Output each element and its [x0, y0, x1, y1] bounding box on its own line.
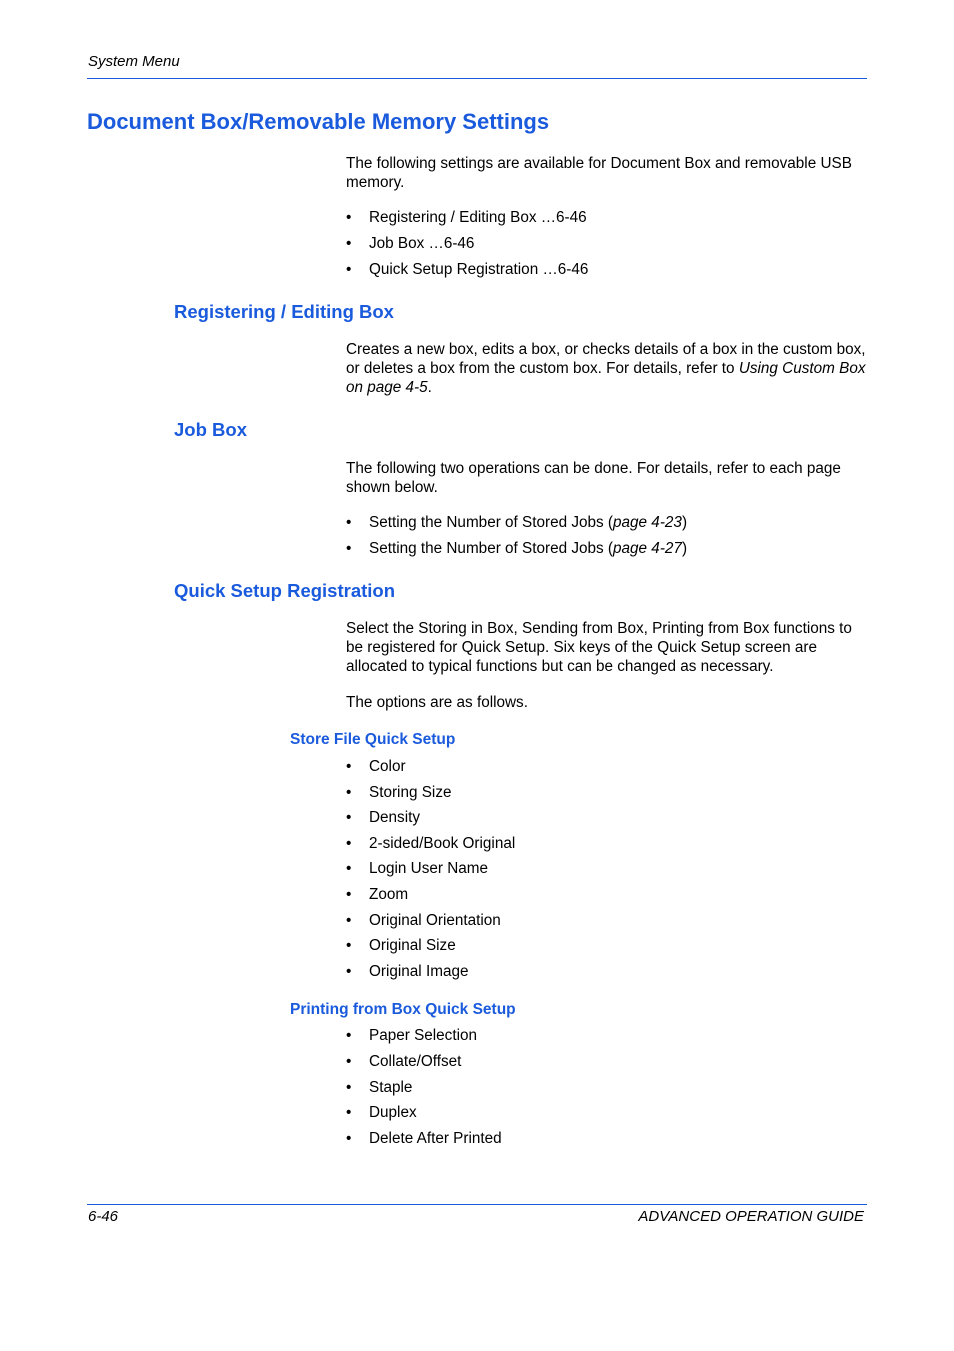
printing-list: [346, 1026, 868, 1148]
list-item: • Duplex: [346, 1104, 417, 1122]
list-item: • Original Orientation: [346, 911, 501, 929]
bullet: •: [346, 1078, 352, 1096]
cross-reference: page 4-23: [613, 514, 682, 531]
bullet: •: [346, 860, 352, 878]
section-heading-registering: Registering / Editing Box: [174, 301, 394, 322]
bullet: •: [346, 1104, 352, 1122]
cross-reference: page 4-27: [613, 540, 682, 557]
list-item: • 2-sided/Book Original: [346, 834, 516, 852]
bullet: •: [346, 834, 352, 852]
header-rule: [87, 78, 867, 79]
bullet: •: [346, 937, 352, 955]
bullet: •: [346, 540, 352, 557]
bullet: •: [346, 1027, 352, 1044]
bullet: •: [346, 235, 352, 252]
subheading-store-file: Store File Quick Setup: [290, 731, 456, 748]
bullet: •: [346, 209, 352, 226]
list-item: • Delete After Printed: [346, 1130, 502, 1148]
bullet: •: [346, 1130, 352, 1148]
guide-title: ADVANCED OPERATION GUIDE: [638, 1208, 864, 1225]
list-item: • Quick Setup Registration …6-46: [346, 261, 589, 278]
list-item: • Density: [346, 809, 421, 827]
section-heading-quick-setup: Quick Setup Registration: [174, 580, 396, 601]
bullet: •: [346, 514, 352, 531]
list-item: • Staple: [346, 1078, 413, 1096]
registering-paragraph: Creates a new box, edits a box, or checks details of a box in the custom box, or deletes a box from the custom box. For details, refer to Using Custom Box on page 4-5.: [346, 341, 866, 396]
store-file-list: [346, 757, 868, 981]
list-item: • Job Box …6-46: [346, 235, 475, 252]
subheading-printing: Printing from Box Quick Setup: [290, 1001, 516, 1018]
cross-reference: Using Custom Box on page 4-5: [346, 360, 866, 396]
list-item: • Setting the Number of Stored Jobs (page 4-27): [346, 540, 688, 557]
bullet: •: [346, 758, 352, 775]
bullet: •: [346, 783, 352, 801]
list-item: • Login User Name: [346, 860, 489, 878]
intro-paragraph: The following settings are available for Document Box and removable USB memory.: [346, 155, 852, 191]
bullet: •: [346, 809, 352, 827]
list-item: • Storing Size: [346, 783, 452, 801]
list-item: • Paper Selection: [346, 1027, 477, 1044]
list-item: • Original Image: [346, 962, 469, 980]
list-item: • Zoom: [346, 885, 409, 903]
intro-list: [346, 208, 868, 279]
list-item: • Color: [346, 758, 406, 775]
quick-setup-paragraph: Select the Storing in Box, Sending from Box, Printing from Box functions to be registered for Quick Setup. Six keys of the Quick Setup screen are allocated to typical functions but can be changed as necessary.: [346, 620, 852, 675]
page-number: 6-46: [88, 1208, 119, 1225]
page-title: Document Box/Removable Memory Settings: [87, 109, 550, 134]
list-item: • Collate/Offset: [346, 1052, 462, 1070]
bullet: •: [346, 1052, 352, 1070]
bullet: •: [346, 885, 352, 903]
section-heading-job-box: Job Box: [174, 419, 247, 440]
options-paragraph: The options are as follows.: [346, 694, 528, 711]
job-box-list: [346, 513, 868, 558]
list-item: • Registering / Editing Box …6-46: [346, 209, 587, 226]
bullet: •: [346, 911, 352, 929]
footer-rule: [87, 1204, 867, 1205]
bullet: •: [346, 962, 352, 980]
list-item: • Original Size: [346, 937, 456, 955]
list-item: • Setting the Number of Stored Jobs (page 4-23): [346, 514, 688, 531]
bullet: •: [346, 261, 352, 278]
running-header: System Menu: [88, 53, 180, 70]
job-box-paragraph: The following two operations can be done. For details, refer to each page shown below.: [346, 460, 841, 496]
